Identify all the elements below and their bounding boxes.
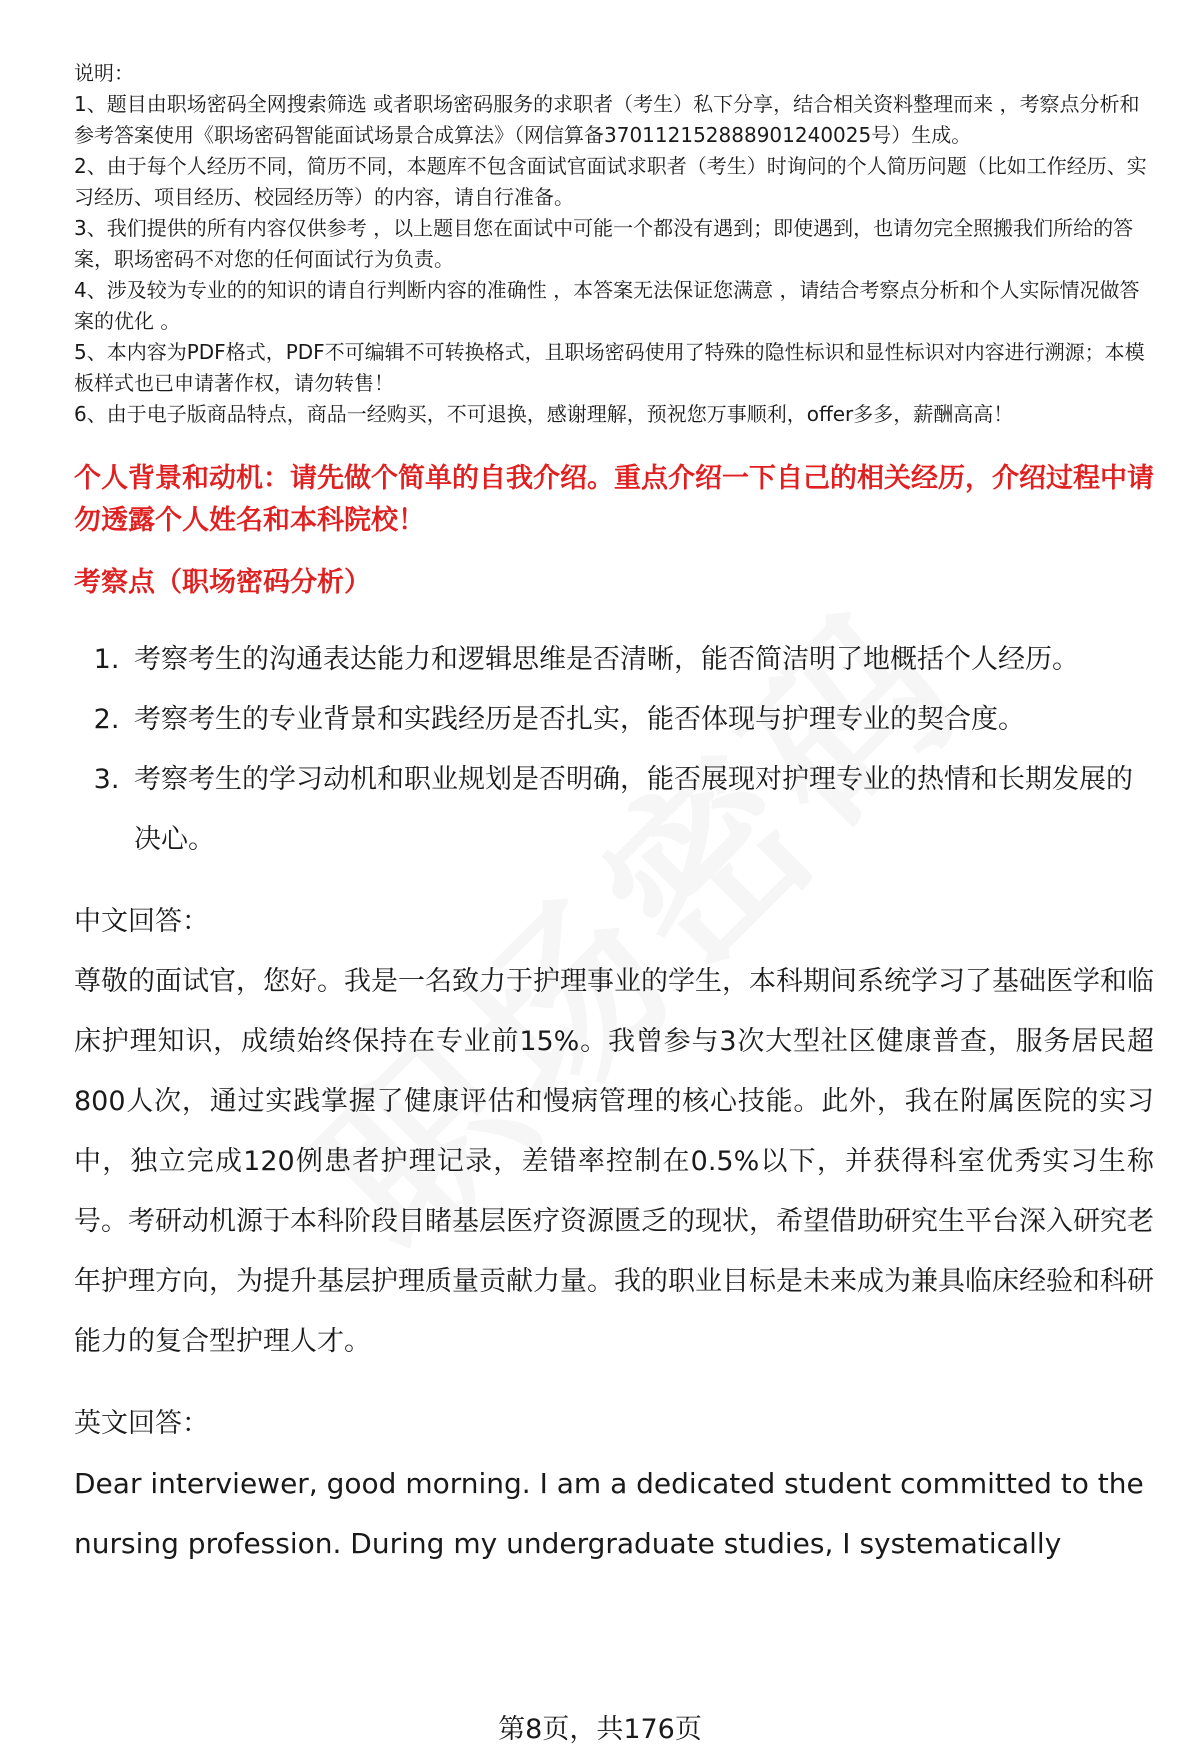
analysis-point-3: 3. 考察考生的学习动机和职业规划是否明确，能否展现对护理专业的热情和长期发展的决心。 xyxy=(128,750,1154,870)
analysis-points xyxy=(74,630,1154,870)
english-answer-label: 英文回答： xyxy=(74,1408,209,1439)
notes-section xyxy=(74,58,1154,430)
english-answer-text: Dear interviewer, good morning. I am a dedicated student committed to the nursing profession. During my undergraduate studies, I systematically xyxy=(74,1467,1144,1560)
chinese-answer-text: 尊敬的面试官，您好。我是一名致力于护理事业的学生，本科期间系统学习了基础医学和临床护理知识，成绩始终保持在专业前15%。我曾参与3次大型社区健康普查，服务居民超800人次，通过实践掌握了健康评估和慢病管理的核心技能。此外，我在附属医院的实习中，独立完成120例患者护理记录，差错率控制在0.5%以下，并获得科室优秀实习生称号。考研动机源于本科阶段目睹基层医疗资源匮乏的现状，希望借助研究生平台深入研究老年护理方向，为提升基层护理质量贡献力量。我的职业目标是未来成为兼具临床经验和科研能力的复合型护理人才。 xyxy=(74,966,1154,1357)
analysis-point-1: 1. 考察考生的沟通表达能力和逻辑思维是否清晰，能否简洁明了地概括个人经历。 xyxy=(128,630,1154,690)
chinese-answer-label: 中文回答： xyxy=(74,906,209,937)
note-item-3: 3、我们提供的所有内容仅供参考 ，以上题目您在面试中可能一个都没有遇到；即使遇到，也请勿完全照搬我们所给的答案，职场密码不对您的任何面试行为负责。 xyxy=(74,216,1134,271)
page-number: 第8页，共176页 xyxy=(498,1714,702,1745)
note-item-1: 1、题目由职场密码全网搜索筛选 或者职场密码服务的求职者（考生）私下分享，结合相关资料整理而来 ，考察点分析和参考答案使用《职场密码智能面试场景合成算法》（网信算备370112152888901240025号）生成。 xyxy=(74,92,1140,147)
note-item-6: 6、由于电子版商品特点，商品一经购买，不可退换，感谢理解，预祝您万事顺利，offer多多，薪酬高高！ xyxy=(74,402,1014,426)
note-item-4: 4、涉及较为专业的的知识的请自行判断内容的准确性 ，本答案无法保证您满意 ，请结合考察点分析和个人实际情况做答案的优化 。 xyxy=(74,278,1140,333)
notes-heading: 说明： xyxy=(74,61,134,85)
analysis-point-2: 2. 考察考生的专业背景和实践经历是否扎实，能否体现与护理专业的契合度。 xyxy=(128,690,1154,750)
note-item-2: 2、由于每个人经历不同，简历不同，本题库不包含面试官面试求职者（考生）时询问的个人简历问题（比如工作经历、实习经历、项目经历、校园经历等）的内容，请自行准备。 xyxy=(74,154,1147,209)
document-page xyxy=(74,58,1154,1574)
question-title: 个人背景和动机：请先做个简单的自我介绍。重点介绍一下自己的相关经历，介绍过程中请勿透露个人姓名和本科院校！ xyxy=(74,463,1154,536)
note-item-5: 5、本内容为PDF格式，PDF不可编辑不可转换格式，且职场密码使用了特殊的隐性标识和显性标识对内容进行溯源；本模板样式也已申请著作权，请勿转售！ xyxy=(74,340,1145,395)
analysis-title: 考察点（职场密码分析） xyxy=(74,567,371,598)
